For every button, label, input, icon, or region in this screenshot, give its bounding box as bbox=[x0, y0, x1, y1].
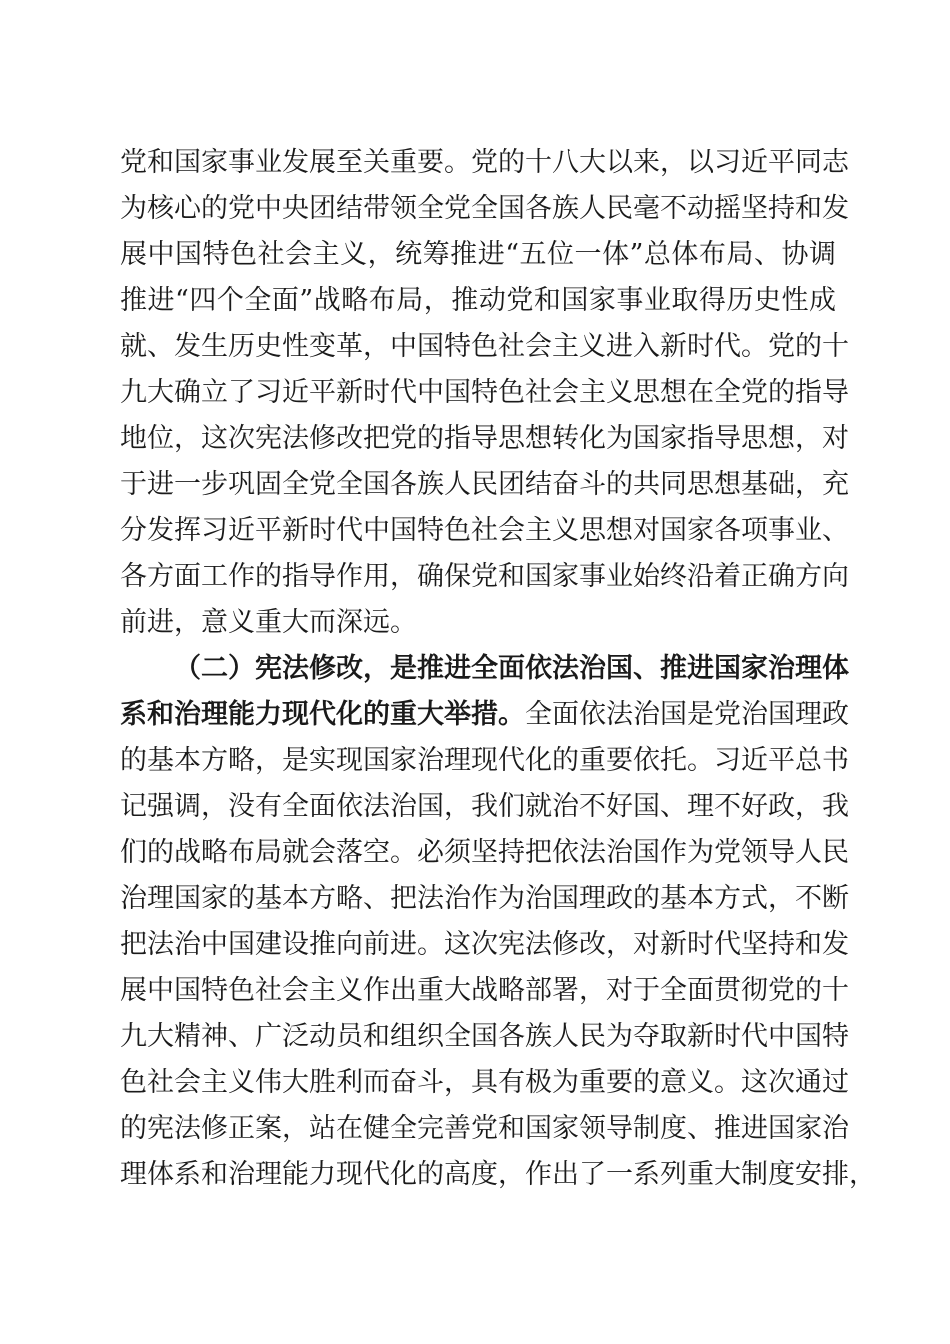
text-line: 理体系和治理能力现代化的高度，作出了一系列重大制度安排， bbox=[120, 1159, 876, 1190]
text-line: 九大确立了习近平新时代中国特色社会主义思想在全党的指导 bbox=[120, 377, 849, 408]
body-text bbox=[120, 140, 876, 1198]
section-heading-line: （二）宪法修改，是推进全面依法治国、推进国家治理体 bbox=[174, 653, 849, 684]
text-line: 为核心的党中央团结带领全党全国各族人民毫不动摇坚持和发 bbox=[120, 193, 849, 224]
section-heading-line-2 bbox=[120, 692, 849, 738]
text-line: 色社会主义伟大胜利而奋斗，具有极为重要的意义。这次通过 bbox=[120, 1067, 849, 1098]
text-line: 前进，意义重大而深远。 bbox=[120, 607, 417, 638]
section-heading-bold: 系和治理能力现代化的重大举措。 bbox=[120, 699, 525, 730]
text-line: 展中国特色社会主义作出重大战略部署，对于全面贯彻党的十 bbox=[120, 975, 849, 1006]
section-heading-rest: 全面依法治国是党治国理政 bbox=[525, 699, 849, 730]
text-line: 的基本方略，是实现国家治理现代化的重要依托。习近平总书 bbox=[120, 745, 849, 776]
text-line: 于进一步巩固全党全国各族人民团结奋斗的共同思想基础，充 bbox=[120, 469, 849, 500]
text-line: 的宪法修正案，站在健全完善党和国家领导制度、推进国家治 bbox=[120, 1113, 849, 1144]
text-line: 就、发生历史性变革，中国特色社会主义进入新时代。党的十 bbox=[120, 331, 849, 362]
text-line: 们的战略布局就会落空。必须坚持把依法治国作为党领导人民 bbox=[120, 837, 849, 868]
text-line: 分发挥习近平新时代中国特色社会主义思想对国家各项事业、 bbox=[120, 515, 849, 546]
text-line: 推进“四个全面”战略布局，推动党和国家事业取得历史性成 bbox=[120, 285, 836, 316]
text-line: 各方面工作的指导作用，确保党和国家事业始终沿着正确方向 bbox=[120, 561, 849, 592]
text-line: 把法治中国建设推向前进。这次宪法修改，对新时代坚持和发 bbox=[120, 929, 849, 960]
text-line: 地位，这次宪法修改把党的指导思想转化为国家指导思想，对 bbox=[120, 423, 849, 454]
text-line: 记强调，没有全面依法治国，我们就治不好国、理不好政，我 bbox=[120, 791, 849, 822]
text-line: 党和国家事业发展至关重要。党的十八大以来，以习近平同志 bbox=[120, 147, 849, 178]
text-line: 治理国家的基本方略、把法治作为治国理政的基本方式，不断 bbox=[120, 883, 849, 914]
text-line: 九大精神、广泛动员和组织全国各族人民为夺取新时代中国特 bbox=[120, 1021, 849, 1052]
text-line: 展中国特色社会主义，统筹推进“五位一体”总体布局、协调 bbox=[120, 239, 836, 270]
